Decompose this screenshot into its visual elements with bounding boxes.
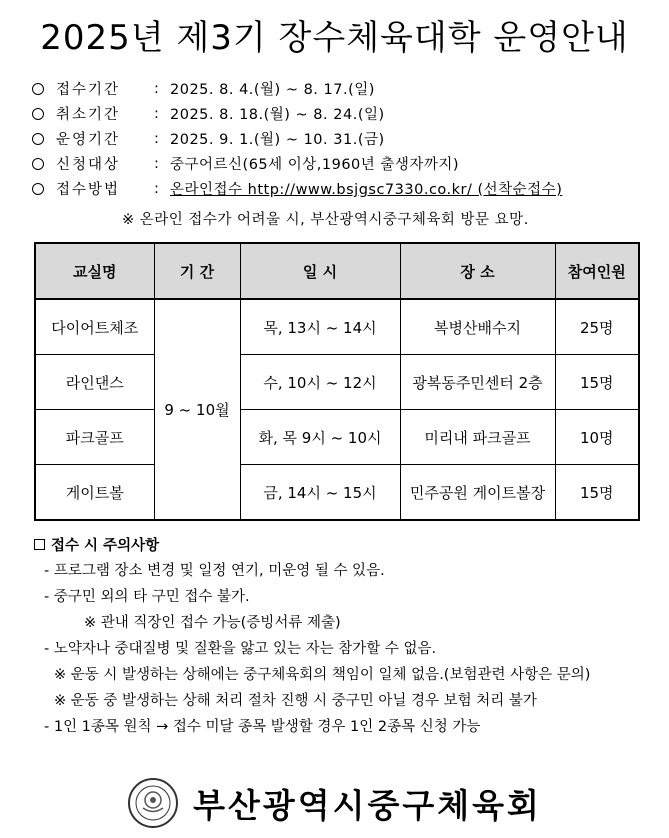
- square-bullet-icon: [34, 539, 45, 550]
- circle-bullet-icon: [32, 133, 44, 145]
- info-list: [32, 76, 652, 201]
- header-count: 참여인원: [555, 243, 639, 299]
- caution-subnote: ※ 운동 중 발생하는 상해 처리 절차 진행 시 중구민 아닐 경우 보험 처리 불가: [54, 692, 537, 709]
- class-name: 게이트볼: [35, 465, 154, 521]
- info-value: 2025. 8. 18.(월) ~ 8. 24.(일): [170, 107, 385, 123]
- schedule-table: [34, 242, 640, 521]
- table-header-row: [35, 243, 639, 299]
- info-value: 중구어르신(65세 이상,1960년 출생자까지): [170, 157, 460, 173]
- header-time: 일 시: [240, 243, 400, 299]
- table-row: [35, 299, 639, 355]
- table-row: [35, 465, 639, 521]
- registration-link[interactable]: 온라인접수 http://www.bsjgsc7330.co.kr/ (선착순접수): [170, 182, 563, 198]
- time-cell: 목, 13시 ~ 14시: [240, 299, 400, 355]
- header-place: 장 소: [400, 243, 555, 299]
- page-title: 2025년 제3기 장수체육대학 운영안내: [40, 18, 629, 58]
- place-cell: 민주공원 게이트볼장: [400, 465, 555, 521]
- caution-subnote: ※ 운동 시 발생하는 상해에는 중구체육회의 책임이 일체 없음.(보험관련 사항은 문의): [54, 666, 591, 683]
- caution-line: - 프로그램 장소 변경 및 일정 연기, 미운영 될 수 있음.: [44, 562, 385, 579]
- time-cell: 수, 10시 ~ 12시: [240, 355, 400, 410]
- table-row: [35, 410, 639, 465]
- class-name: 다이어트체조: [35, 299, 154, 355]
- header-period: 기 간: [154, 243, 240, 299]
- info-row-operation: 운영기간 : 2025. 9. 1.(월) ~ 10. 31.(금): [32, 126, 652, 151]
- info-label: 취소기간: [56, 107, 121, 123]
- class-name: 라인댄스: [35, 355, 154, 410]
- caution-line: - 1인 1종목 원칙 → 접수 미달 종목 발생할 경우 1인 2종목 신청 가능: [44, 718, 481, 735]
- count-cell: 15명: [555, 355, 639, 410]
- count-cell: 15명: [555, 465, 639, 521]
- time-cell: 금, 14시 ~ 15시: [240, 465, 400, 521]
- cautions-section: [34, 532, 664, 738]
- class-name: 파크골프: [35, 410, 154, 465]
- circle-bullet-icon: [32, 158, 44, 170]
- place-cell: 광복동주민센터 2층: [400, 355, 555, 410]
- info-value: 2025. 9. 1.(월) ~ 10. 31.(금): [170, 132, 385, 148]
- info-row-method: 접수방법 : 온라인접수 http://www.bsjgsc7330.co.kr/ (선착순접수): [32, 176, 652, 201]
- info-label: 접수기간: [56, 82, 121, 98]
- footer: [0, 778, 669, 828]
- caution-line: - 노약자나 중대질병 및 질환을 앓고 있는 자는 참가할 수 없음.: [44, 640, 437, 657]
- place-cell: 미리내 파크골프: [400, 410, 555, 465]
- online-note: ※ 온라인 접수가 어려울 시, 부산광역시중구체육회 방문 요망.: [122, 212, 529, 228]
- circle-bullet-icon: [32, 108, 44, 120]
- organization-name: 부산광역시중구체육회: [193, 785, 542, 825]
- info-label: 운영기간: [56, 132, 121, 148]
- info-row-cancel: 취소기간 : 2025. 8. 18.(월) ~ 8. 24.(일): [32, 101, 652, 126]
- cautions-heading: 접수 시 주의사항: [34, 532, 664, 556]
- table-row: [35, 355, 639, 410]
- period-cell: 9 ~ 10월: [154, 299, 240, 520]
- caution-subnote: ※ 관내 직장인 접수 가능(증빙서류 제출): [84, 614, 341, 631]
- circle-bullet-icon: [32, 183, 44, 195]
- place-cell: 복병산배수지: [400, 299, 555, 355]
- caution-line: - 중구민 외의 타 구민 접수 불가.: [44, 588, 250, 605]
- council-seal-icon: [127, 777, 179, 829]
- info-row-target: 신청대상 : 중구어르신(65세 이상,1960년 출생자까지): [32, 151, 652, 176]
- info-label: 신청대상: [56, 157, 121, 173]
- count-cell: 10명: [555, 410, 639, 465]
- time-cell: 화, 목 9시 ~ 10시: [240, 410, 400, 465]
- header-class: 교실명: [35, 243, 154, 299]
- info-value: 2025. 8. 4.(월) ~ 8. 17.(일): [170, 82, 375, 98]
- circle-bullet-icon: [32, 83, 44, 95]
- count-cell: 25명: [555, 299, 639, 355]
- info-label: 접수방법: [56, 182, 121, 198]
- info-row-reception: 접수기간 : 2025. 8. 4.(월) ~ 8. 17.(일): [32, 76, 652, 101]
